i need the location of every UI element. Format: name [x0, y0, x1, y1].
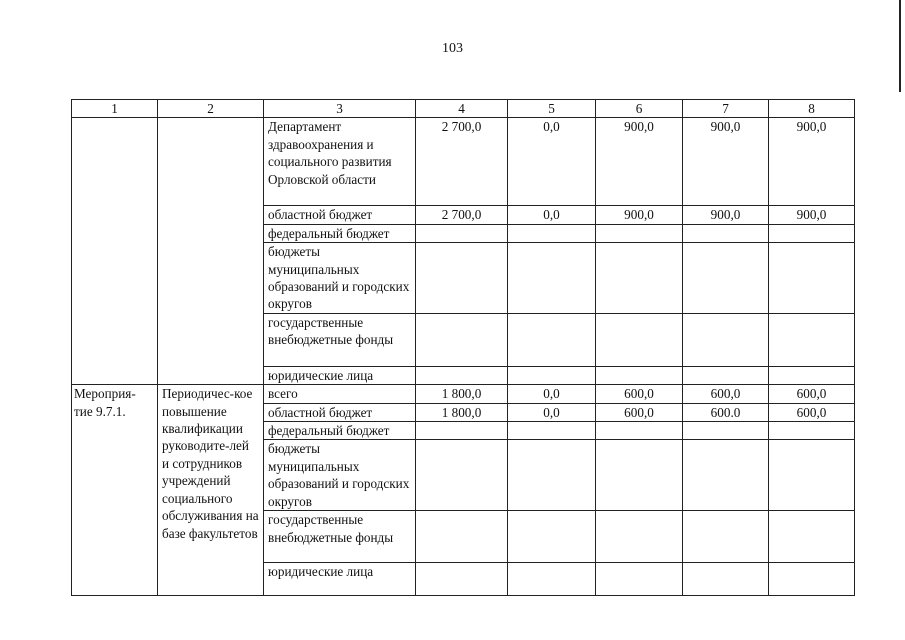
source-cell: юридические лица: [264, 366, 416, 384]
column-header: 5: [508, 100, 596, 118]
event-cell: Мероприя-тие 9.7.1.: [72, 385, 158, 596]
value-cell: [596, 440, 683, 511]
value-cell: [508, 243, 596, 314]
table-header-row: [72, 100, 855, 118]
value-cell: [508, 422, 596, 440]
budget-table: [71, 99, 855, 596]
value-cell: [769, 563, 855, 596]
value-cell: [683, 440, 769, 511]
value-cell: [769, 243, 855, 314]
value-cell: [416, 422, 508, 440]
value-cell: [769, 366, 855, 384]
page-edge-mark: [899, 0, 901, 92]
value-cell: 1 800,0: [416, 403, 508, 421]
source-cell: всего: [264, 385, 416, 403]
value-cell: [508, 313, 596, 366]
value-cell: [508, 511, 596, 563]
value-cell: 600,0: [769, 385, 855, 403]
value-cell: 900,0: [683, 118, 769, 206]
value-cell: [683, 313, 769, 366]
value-cell: [596, 243, 683, 314]
source-cell: областной бюджет: [264, 206, 416, 224]
value-cell: 2 700,0: [416, 206, 508, 224]
value-cell: 900,0: [596, 206, 683, 224]
value-cell: 600,0: [596, 385, 683, 403]
value-cell: [769, 440, 855, 511]
value-cell: [769, 422, 855, 440]
value-cell: [508, 366, 596, 384]
value-cell: [596, 313, 683, 366]
value-cell: [596, 366, 683, 384]
value-cell: 900,0: [596, 118, 683, 206]
column-header: 2: [158, 100, 264, 118]
value-cell: 0,0: [508, 403, 596, 421]
value-cell: [596, 422, 683, 440]
value-cell: [416, 440, 508, 511]
source-cell: государственные внебюджетные фонды: [264, 313, 416, 366]
value-cell: [683, 422, 769, 440]
value-cell: [769, 224, 855, 242]
value-cell: 0,0: [508, 385, 596, 403]
value-cell: 600,0: [683, 385, 769, 403]
column-header: 4: [416, 100, 508, 118]
value-cell: 1 800,0: [416, 385, 508, 403]
value-cell: 600,0: [769, 403, 855, 421]
source-cell: областной бюджет: [264, 403, 416, 421]
value-cell: [508, 563, 596, 596]
source-cell: бюджеты муниципальных образований и городских округов: [264, 243, 416, 314]
value-cell: [769, 313, 855, 366]
value-cell: [508, 440, 596, 511]
source-cell: федеральный бюджет: [264, 422, 416, 440]
event-cell: [72, 118, 158, 385]
value-cell: 2 700,0: [416, 118, 508, 206]
value-cell: [683, 563, 769, 596]
value-cell: [683, 366, 769, 384]
source-cell: федеральный бюджет: [264, 224, 416, 242]
value-cell: 600,0: [596, 403, 683, 421]
value-cell: 0,0: [508, 118, 596, 206]
value-cell: [596, 563, 683, 596]
page-number: 103: [442, 41, 463, 56]
value-cell: [416, 313, 508, 366]
source-cell: юридические лица: [264, 563, 416, 596]
table-row: [72, 118, 855, 206]
source-cell: Департамент здравоохранения и социального развития Орловской области: [264, 118, 416, 206]
value-cell: [596, 224, 683, 242]
value-cell: [683, 224, 769, 242]
table-row: [72, 385, 855, 403]
column-header: 6: [596, 100, 683, 118]
value-cell: 900,0: [769, 118, 855, 206]
source-cell: государственные внебюджетные фонды: [264, 511, 416, 563]
value-cell: [416, 224, 508, 242]
value-cell: [416, 511, 508, 563]
value-cell: 900,0: [683, 206, 769, 224]
column-header: 3: [264, 100, 416, 118]
column-header: 8: [769, 100, 855, 118]
value-cell: 900,0: [769, 206, 855, 224]
value-cell: 0,0: [508, 206, 596, 224]
value-cell: [596, 511, 683, 563]
value-cell: [769, 511, 855, 563]
value-cell: [416, 366, 508, 384]
value-cell: [508, 224, 596, 242]
value-cell: [683, 243, 769, 314]
description-cell: [158, 118, 264, 385]
value-cell: [683, 511, 769, 563]
column-header: 1: [72, 100, 158, 118]
value-cell: [416, 243, 508, 314]
description-cell: Периодичес-кое повышение квалификации руководите-лей и сотрудников учреждений социального обслуживания на базе факультетов: [158, 385, 264, 596]
value-cell: 600.0: [683, 403, 769, 421]
source-cell: бюджеты муниципальных образований и городских округов: [264, 440, 416, 511]
column-header: 7: [683, 100, 769, 118]
value-cell: [416, 563, 508, 596]
